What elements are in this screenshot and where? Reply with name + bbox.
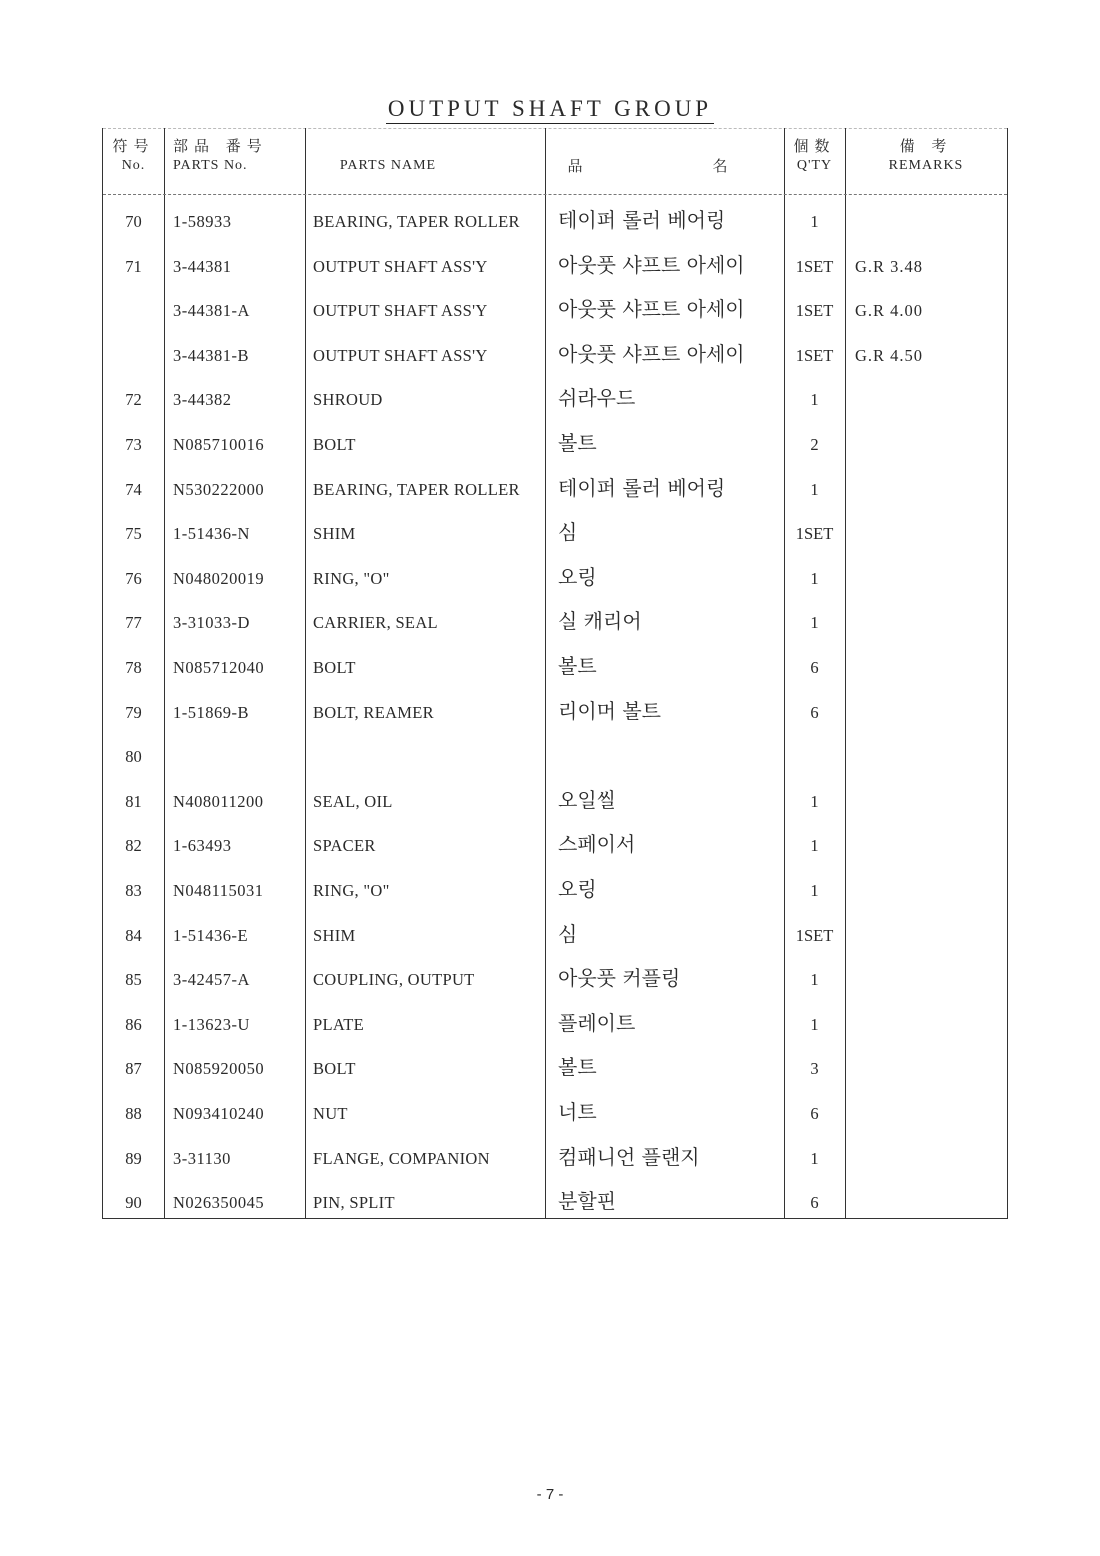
row-parts-name: OUTPUT SHAFT ASS'Y xyxy=(313,256,488,276)
row-remarks xyxy=(855,824,1005,868)
row-part-no xyxy=(173,735,303,779)
table-row xyxy=(103,1047,1007,1091)
row-qty: 1SET xyxy=(795,925,834,945)
row-part-no: 1-51436-E xyxy=(173,925,249,945)
row-remarks xyxy=(855,601,1005,645)
row-part-no: 3-31033-D xyxy=(173,613,250,633)
row-parts-name: BEARING, TAPER ROLLER xyxy=(313,479,520,499)
row-qty: 1 xyxy=(810,1148,819,1168)
row-qty: 1SET xyxy=(795,301,834,321)
row-parts-name: SEAL, OIL xyxy=(313,791,393,811)
row-korean-name: 너트 xyxy=(558,1100,597,1124)
table-row xyxy=(103,512,1007,556)
row-parts-name: FLANGE, COMPANION xyxy=(313,1148,490,1168)
row-remarks xyxy=(855,1092,1005,1136)
row-korean-name: 플레이트 xyxy=(558,1010,636,1035)
header-no: 符号 No. xyxy=(112,137,155,173)
row-no: 72 xyxy=(125,390,142,410)
row-qty: 1SET xyxy=(795,345,834,365)
row-qty: 1SET xyxy=(795,256,834,276)
row-no: 70 xyxy=(125,212,142,231)
table-row xyxy=(103,289,1007,333)
row-remarks: G.R 4.00 xyxy=(855,301,924,321)
row-no: 86 xyxy=(125,1014,142,1034)
row-parts-name: RING, "O" xyxy=(313,568,390,588)
row-remarks xyxy=(855,512,1005,556)
row-part-no: N026350045 xyxy=(173,1193,265,1213)
header-kr-name-1: 品 xyxy=(567,157,589,175)
row-no: 87 xyxy=(125,1059,142,1079)
row-parts-name: SPACER xyxy=(313,836,376,856)
row-remarks xyxy=(855,423,1005,467)
row-no: 71 xyxy=(125,256,142,276)
table-row xyxy=(103,200,1007,244)
row-no: 75 xyxy=(125,524,142,544)
row-no: 80 xyxy=(125,747,142,767)
table-row xyxy=(103,1092,1007,1136)
row-qty xyxy=(784,735,845,779)
row-korean-name: 볼트 xyxy=(558,431,597,455)
row-no: 84 xyxy=(125,925,142,945)
row-qty: 1 xyxy=(810,1014,819,1034)
row-korean-name: 테이퍼 롤러 베어링 xyxy=(558,475,726,500)
table-row xyxy=(103,378,1007,422)
row-part-no: 3-44382 xyxy=(173,390,232,410)
row-part-no: N048115031 xyxy=(173,881,264,900)
row-parts-name: CARRIER, SEAL xyxy=(313,613,438,633)
row-remarks xyxy=(855,468,1005,512)
row-part-no: N093410240 xyxy=(173,1104,265,1123)
row-part-no: N085710016 xyxy=(173,435,265,454)
row-remarks xyxy=(855,735,1005,779)
table-row xyxy=(103,334,1007,378)
header-rule xyxy=(103,194,1007,195)
row-qty: 6 xyxy=(810,1193,819,1213)
row-korean-name: 컴패니언 플랜지 xyxy=(558,1144,700,1169)
row-parts-name: BOLT xyxy=(313,1059,356,1079)
header-kr-name-2: 名 xyxy=(712,157,734,175)
table-row xyxy=(103,601,1007,645)
row-part-no: 1-63493 xyxy=(173,836,232,856)
row-part-no: 1-51869-B xyxy=(173,702,249,722)
header-parts-name: PARTS NAME xyxy=(339,158,437,173)
row-no: 83 xyxy=(125,881,142,900)
row-qty: 6 xyxy=(810,658,819,677)
row-no: 74 xyxy=(125,479,142,499)
row-no: 88 xyxy=(125,1104,142,1123)
row-parts-name: BOLT xyxy=(313,435,356,454)
row-qty: 1 xyxy=(810,970,819,990)
row-qty: 6 xyxy=(810,1104,819,1123)
row-no: 90 xyxy=(125,1193,142,1213)
row-korean-name: 심 xyxy=(558,921,578,946)
row-qty: 1 xyxy=(810,568,819,588)
row-part-no: N085920050 xyxy=(173,1059,265,1079)
table-row xyxy=(103,1181,1007,1225)
row-korean-name: 실 캐리어 xyxy=(558,609,642,634)
row-no: 82 xyxy=(125,836,142,856)
table-row xyxy=(103,958,1007,1002)
row-remarks xyxy=(855,646,1005,690)
row-no: 76 xyxy=(125,568,142,588)
row-korean-name: 쉬라우드 xyxy=(558,386,636,411)
row-korean-name: 아웃풋 샤프트 아세이 xyxy=(558,297,745,322)
row-qty: 1 xyxy=(810,613,819,633)
row-parts-name: PLATE xyxy=(313,1014,364,1034)
row-parts-name: COUPLING, OUTPUT xyxy=(313,970,475,990)
row-parts-name: PIN, SPLIT xyxy=(313,1193,395,1213)
table-row xyxy=(103,468,1007,512)
row-parts-name: SHIM xyxy=(313,925,356,945)
table-row xyxy=(103,869,1007,913)
row-no: 89 xyxy=(125,1148,142,1168)
page-title: OUTPUT SHAFT GROUP xyxy=(0,96,1100,122)
row-korean-name: 리이머 볼트 xyxy=(558,698,661,723)
row-remarks xyxy=(855,691,1005,735)
row-remarks xyxy=(855,1181,1005,1225)
row-qty: 1 xyxy=(810,791,819,811)
row-no: 78 xyxy=(125,658,142,677)
row-qty: 1 xyxy=(810,836,819,856)
row-qty: 6 xyxy=(810,702,819,722)
table-row xyxy=(103,735,1007,779)
row-parts-name: NUT xyxy=(313,1104,348,1123)
row-part-no: 3-44381 xyxy=(173,256,232,276)
row-remarks xyxy=(855,1137,1005,1181)
row-qty: 1 xyxy=(810,881,819,900)
table-row xyxy=(103,646,1007,690)
row-qty: 1 xyxy=(810,212,819,231)
row-remarks xyxy=(855,378,1005,422)
row-qty: 1 xyxy=(810,390,819,410)
row-part-no: 1-58933 xyxy=(173,212,232,231)
row-part-no: 1-51436-N xyxy=(173,524,250,544)
row-korean-name: 아웃풋 샤프트 아세이 xyxy=(558,341,745,366)
header-top-rule xyxy=(103,128,1007,129)
table-row xyxy=(103,914,1007,958)
table-row xyxy=(103,245,1007,289)
row-parts-name: BOLT xyxy=(313,658,356,677)
row-no: 81 xyxy=(125,791,142,811)
row-remarks xyxy=(855,200,1005,244)
row-remarks: G.R 3.48 xyxy=(855,256,924,276)
row-qty: 3 xyxy=(810,1059,819,1079)
row-no: 79 xyxy=(125,702,142,722)
row-qty: 1 xyxy=(810,479,819,499)
parts-table xyxy=(102,128,1008,1219)
row-part-no: 3-44381-B xyxy=(173,345,249,365)
table-row xyxy=(103,780,1007,824)
row-remarks xyxy=(855,869,1005,913)
row-korean-name: 아웃풋 샤프트 아세이 xyxy=(558,252,745,277)
header-remarks: 備 考 REMARKS xyxy=(888,137,964,173)
row-part-no: N408011200 xyxy=(173,791,264,811)
row-remarks xyxy=(855,1047,1005,1091)
row-remarks xyxy=(855,958,1005,1002)
row-parts-name: RING, "O" xyxy=(313,881,390,900)
row-korean-name: 심 xyxy=(558,520,578,545)
table-row xyxy=(103,824,1007,868)
row-korean-name: 볼트 xyxy=(558,1055,597,1080)
row-no xyxy=(103,289,164,333)
table-row xyxy=(103,1137,1007,1181)
row-qty: 2 xyxy=(810,435,819,454)
row-parts-name: BEARING, TAPER ROLLER xyxy=(313,212,520,231)
row-part-no: N048020019 xyxy=(173,568,265,588)
header-part-no: 部品 番号 PARTS No. xyxy=(173,137,268,173)
table-row xyxy=(103,1003,1007,1047)
table-row xyxy=(103,423,1007,467)
row-remarks xyxy=(855,780,1005,824)
row-remarks xyxy=(855,1003,1005,1047)
row-korean-name: 오일씰 xyxy=(558,787,616,812)
row-part-no: 3-42457-A xyxy=(173,970,250,990)
row-parts-name xyxy=(313,735,543,779)
row-korean-name: 아웃풋 커플링 xyxy=(558,966,681,991)
row-no: 85 xyxy=(125,970,142,990)
row-korean-name: 스페이서 xyxy=(558,832,636,857)
row-korean-name: 테이퍼 롤러 베어링 xyxy=(558,208,726,232)
row-part-no: N530222000 xyxy=(173,479,265,499)
row-no: 73 xyxy=(125,435,142,454)
row-no xyxy=(103,334,164,378)
row-part-no: N085712040 xyxy=(173,658,265,677)
row-parts-name: SHROUD xyxy=(313,390,383,410)
row-part-no: 3-44381-A xyxy=(173,301,250,321)
row-no: 77 xyxy=(125,613,142,633)
row-korean-name xyxy=(558,735,778,779)
row-korean-name: 분할핀 xyxy=(558,1189,616,1214)
row-parts-name: BOLT, REAMER xyxy=(313,702,434,722)
row-korean-name: 오링 xyxy=(558,877,597,901)
table-row xyxy=(103,557,1007,601)
row-remarks xyxy=(855,914,1005,958)
row-qty: 1SET xyxy=(795,524,834,544)
row-part-no: 1-13623-U xyxy=(173,1014,250,1034)
header-qty: 個数 Q'TY xyxy=(793,137,836,173)
row-korean-name: 볼트 xyxy=(558,654,597,678)
table-row xyxy=(103,691,1007,735)
row-korean-name: 오링 xyxy=(558,564,597,589)
page-number: - 7 - xyxy=(536,1486,564,1503)
row-part-no: 3-31130 xyxy=(173,1148,231,1168)
row-remarks: G.R 4.50 xyxy=(855,345,924,365)
row-remarks xyxy=(855,557,1005,601)
row-parts-name: OUTPUT SHAFT ASS'Y xyxy=(313,301,488,321)
row-parts-name: SHIM xyxy=(313,524,356,544)
row-parts-name: OUTPUT SHAFT ASS'Y xyxy=(313,345,488,365)
